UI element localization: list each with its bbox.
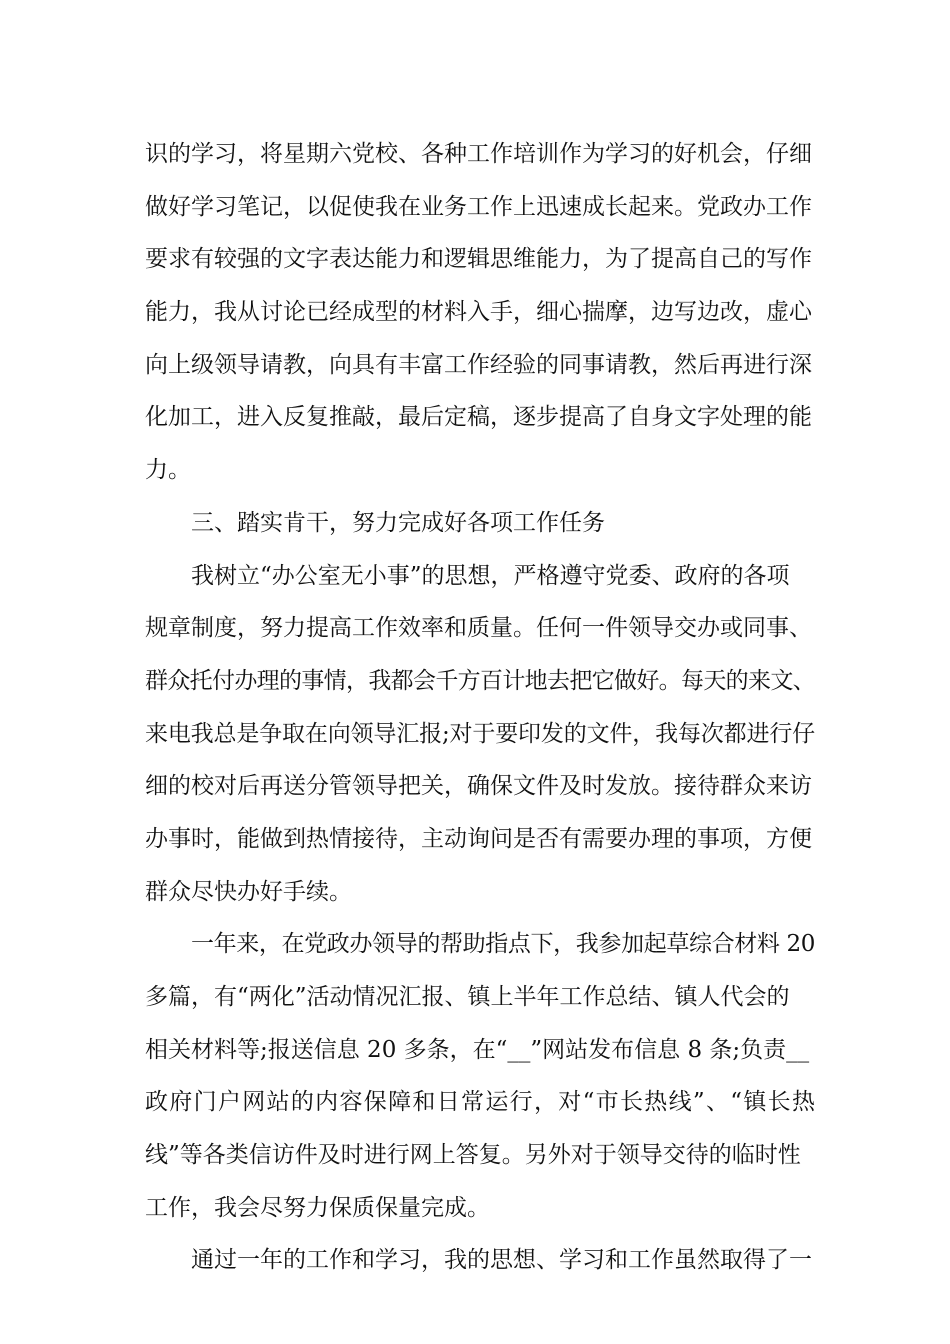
text-line: 多篇，有“两化”活动情况汇报、镇上半年工作总结、镇人代会的 bbox=[145, 984, 790, 1010]
text-line: 做好学习笔记，以促使我在业务工作上迅速成长起来。党政办工作 bbox=[145, 193, 812, 220]
text-line: 政府门户网站的内容保障和日常运行，对“市长热线”、“镇长热 bbox=[145, 1089, 817, 1116]
text-line: 一年来，在党政办领导的帮助指点下，我参加起草综合材料 20 bbox=[191, 931, 815, 958]
text-line: 力。 bbox=[145, 457, 191, 484]
text-line: 群众尽快办好手续。 bbox=[145, 878, 352, 905]
text-line: 化加工，进入反复推敲，最后定稿，逐步提高了自身文字处理的能 bbox=[145, 404, 812, 431]
text-line: 工作，我会尽努力保质保量完成。 bbox=[145, 1194, 490, 1221]
text-line: 三、踏实肯干，努力完成好各项工作任务 bbox=[191, 509, 605, 536]
text-line: 向上级领导请教，向具有丰富工作经验的同事请教，然后再进行深 bbox=[145, 351, 812, 378]
text-line: 识的学习，将星期六党校、各种工作培训作为学习的好机会，仔细 bbox=[145, 141, 812, 167]
text-line: 通过一年的工作和学习，我的思想、学习和工作虽然取得了一 bbox=[191, 1247, 812, 1274]
text-line: 线”等各类信访件及时进行网上答复。另外对于领导交待的临时性 bbox=[145, 1142, 801, 1169]
body-text bbox=[145, 128, 815, 1287]
text-line: 来电我总是争取在向领导汇报;对于要印发的文件，我每次都进行仔 bbox=[145, 720, 815, 747]
text-line: 群众托付办理的事情，我都会千方百计地去把它做好。每天的来文、 bbox=[145, 667, 816, 694]
text-line: 相关材料等;报送信息 20 多条，在“__”网站发布信息 8 条;负责__ bbox=[145, 1036, 810, 1063]
text-line: 我树立“办公室无小事”的思想，严格遵守党委、政府的各项 bbox=[191, 562, 790, 589]
text-line: 能力，我从讨论已经成型的材料入手，细心揣摩，边写边改，虚心 bbox=[145, 299, 812, 326]
text-line: 要求有较强的文字表达能力和逻辑思维能力，为了提高自己的写作 bbox=[145, 246, 812, 273]
text-line: 办事时，能做到热情接待，主动询问是否有需要办理的事项，方便 bbox=[145, 825, 812, 852]
text-line: 细的校对后再送分管领导把关，确保文件及时发放。接待群众来访 bbox=[145, 773, 812, 800]
text-line: 规章制度，努力提高工作效率和质量。任何一件领导交办或同事、 bbox=[145, 615, 812, 642]
